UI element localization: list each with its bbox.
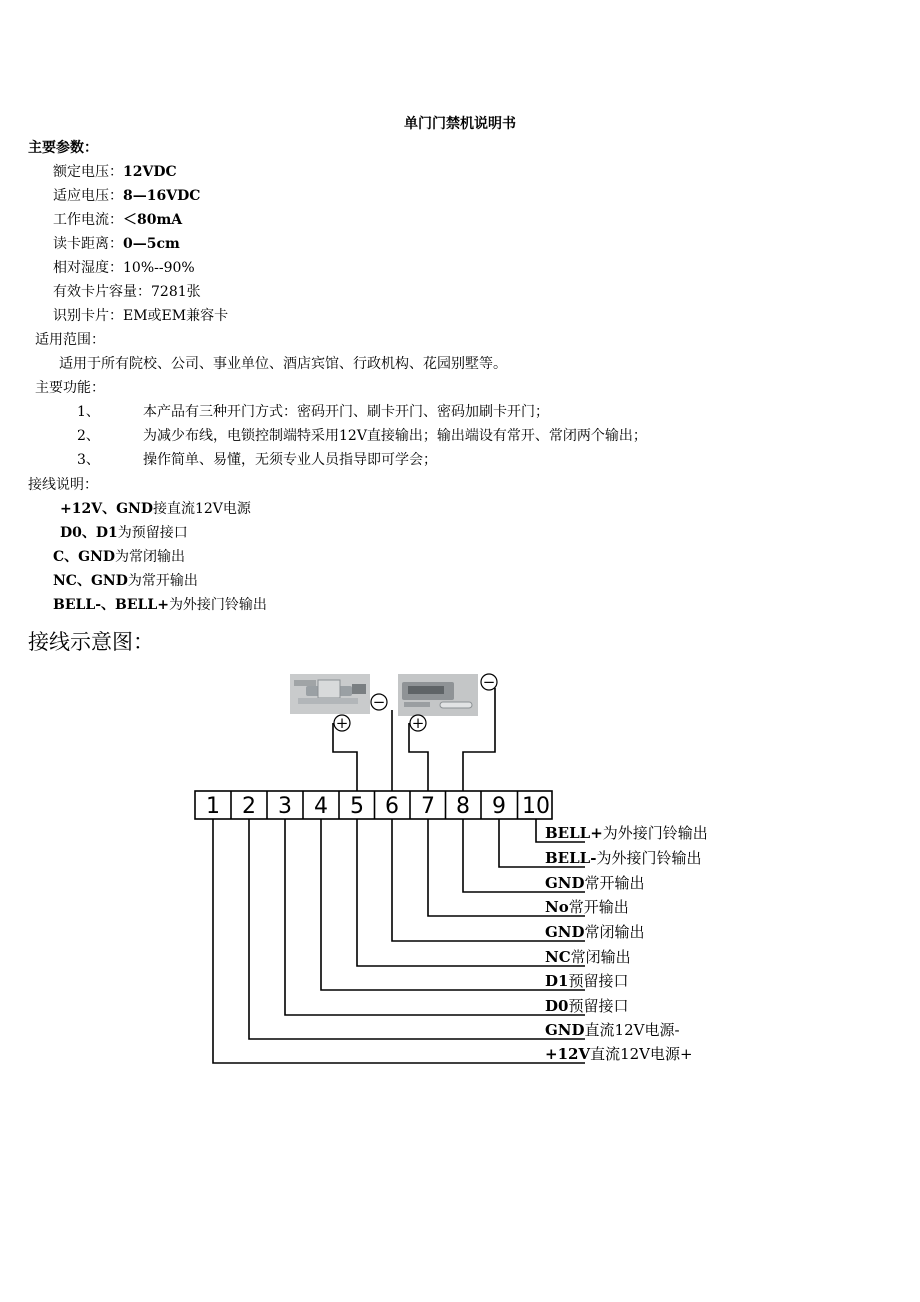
plus-terminal-symbol — [334, 714, 350, 732]
function-item: 3、 操作简单、易懂，无须专业人员指导即可学会； — [77, 452, 437, 468]
output-wires — [213, 819, 585, 1063]
output-label: No常开输出 — [545, 898, 629, 916]
output-label: BELL+为外接门铃输出 — [545, 824, 708, 842]
output-label: D1预留接口 — [545, 972, 629, 990]
terminal-number: 7 — [421, 794, 435, 819]
terminal-number: 2 — [242, 794, 256, 819]
svg-text:−: − — [482, 673, 496, 691]
function-item: 1、 本产品有三种开门方式：密码开门、刷卡开门、密码加刷卡开门； — [77, 404, 549, 420]
param-item: 识别卡片：EM或EM兼容卡 — [53, 308, 229, 324]
param-item: 有效卡片容量：7281张 — [53, 284, 201, 300]
terminal-number: 5 — [350, 794, 364, 819]
param-item: 适应电压：8—16VDC — [53, 188, 201, 204]
svg-text:−: − — [372, 693, 386, 711]
param-item: 额定电压：12VDC — [53, 164, 177, 180]
diagram-heading: 接线示意图： — [28, 630, 154, 654]
document-title: 单门门禁机说明书 — [404, 116, 516, 132]
output-wire — [249, 819, 585, 1039]
output-wire — [285, 819, 585, 1015]
output-label: GND直流12V电源- — [545, 1021, 680, 1039]
electric-lock-image-1 — [290, 674, 370, 714]
output-label: D0预留接口 — [545, 997, 629, 1015]
electric-lock-image-2 — [398, 674, 478, 716]
terminal-number: 3 — [278, 794, 292, 819]
output-label: BELL-为外接门铃输出 — [545, 849, 702, 867]
wiring-item: +12V、GND接直流12V电源 — [60, 501, 251, 517]
terminal-number: 6 — [385, 794, 399, 819]
terminal-number: 10 — [522, 794, 550, 819]
wiring-item: D0、D1为预留接口 — [60, 525, 188, 541]
params-heading: 主要参数： — [28, 140, 98, 156]
output-label: +12V直流12V电源+ — [545, 1045, 693, 1063]
terminal-number: 8 — [456, 794, 470, 819]
output-label: GND常开输出 — [545, 874, 645, 892]
terminal-number: 4 — [314, 794, 328, 819]
output-label: GND常闭输出 — [545, 923, 645, 941]
function-item: 2、 为减少布线，电锁控制端特采用12V直接输出；输出端设有常开、常闭两个输出； — [77, 428, 647, 444]
functions-heading: 主要功能： — [35, 380, 105, 396]
wiring-item: BELL-、BELL+为外接门铃输出 — [53, 597, 267, 613]
svg-text:+: + — [335, 714, 349, 732]
minus-terminal-symbol — [371, 693, 387, 711]
param-item: 工作电流：＜80mA — [53, 212, 183, 228]
plus-terminal-symbol — [410, 714, 426, 732]
param-item: 读卡距离：0—5cm — [53, 236, 180, 252]
terminal-number: 9 — [492, 794, 506, 819]
param-item: 相对湿度：10%--90% — [53, 260, 195, 276]
wiring-heading: 接线说明： — [28, 477, 98, 493]
scope-heading: 适用范围： — [35, 332, 105, 348]
wiring-item: NC、GND为常开输出 — [53, 573, 198, 589]
wiring-item: C、GND为常闭输出 — [53, 549, 186, 565]
output-labels — [545, 824, 708, 1063]
scope-text: 适用于所有院校、公司、事业单位、酒店宾馆、行政机构、花园别墅等。 — [59, 356, 507, 372]
svg-text:+: + — [411, 714, 425, 732]
output-label: NC常闭输出 — [545, 948, 631, 966]
wiring-diagram — [0, 660, 920, 1080]
terminal-block — [195, 791, 552, 819]
terminal-number: 1 — [206, 794, 220, 819]
